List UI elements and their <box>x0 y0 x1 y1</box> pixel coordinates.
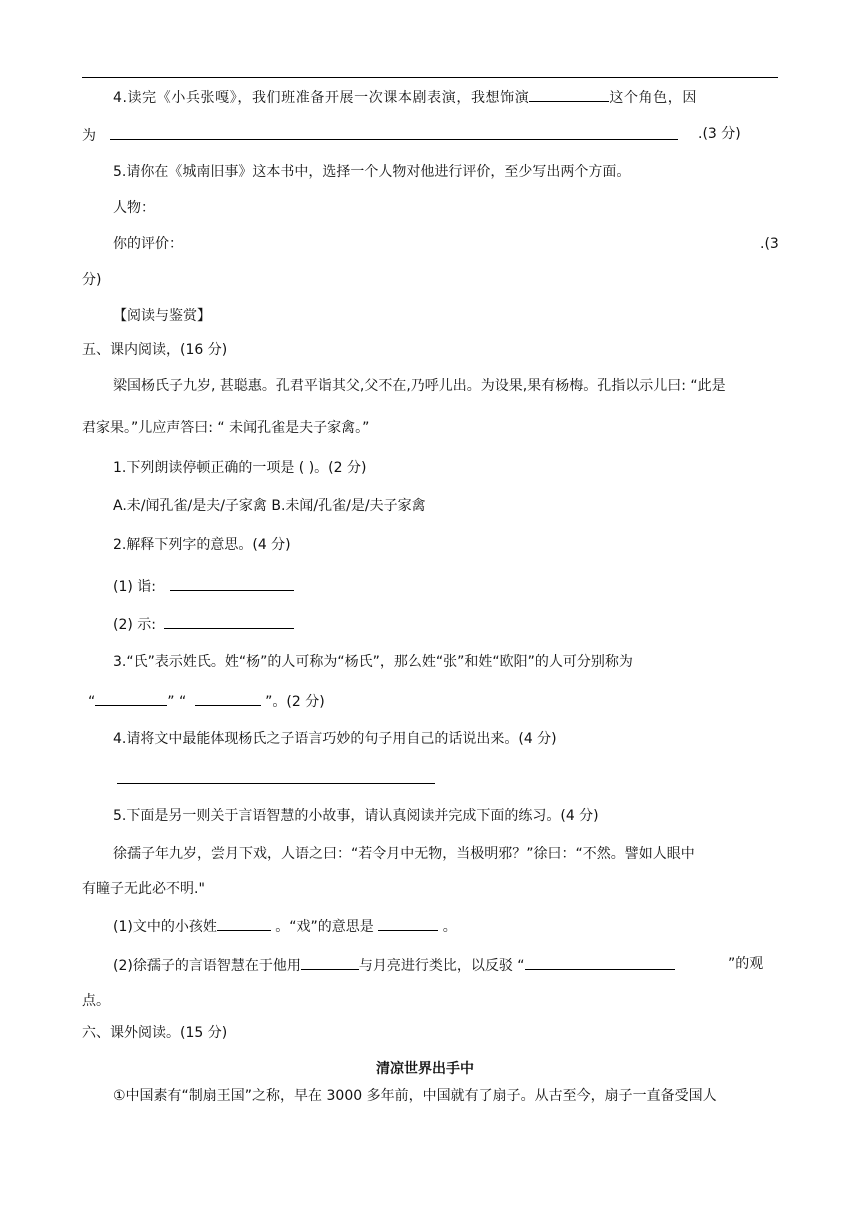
s5-question-2-a <box>113 575 294 597</box>
s5-question-5-2 <box>113 954 675 976</box>
blank <box>110 124 678 140</box>
quote-open: “ <box>88 694 96 710</box>
q5-2-text-c: ”的观 <box>728 956 764 972</box>
blank <box>378 915 438 931</box>
quote-close-open: ” “ <box>167 694 187 710</box>
s5-question-1: 1.下列朗读停顿正确的一项是 ( )。(2 分) <box>113 460 367 476</box>
blank <box>170 575 294 591</box>
section-6-heading: 六、课外阅读。(15 分) <box>82 1025 228 1041</box>
q5-2-text-b: 与月亮进行类比，以反驳 “ <box>358 958 525 974</box>
blank <box>529 86 609 102</box>
passage-line-2: 君家果。”儿应声答曰: “ 未闻孔雀是夫子家禽。” <box>82 420 370 436</box>
blank <box>95 690 167 706</box>
s5-question-3-line2 <box>88 690 325 712</box>
question-4 <box>113 86 697 108</box>
q4-score: .(3 分) <box>698 126 741 142</box>
s5-q2-b-label: (2) 示: <box>113 617 156 633</box>
s5-q2-a-label: (1) 诣: <box>113 579 156 595</box>
article-title: 清凉世界出手中 <box>376 1061 474 1077</box>
q5-person: 人物： <box>113 200 155 216</box>
q4-text: 4.读完《小兵张嘎》，我们班准备开展一次课本剧表演，我想饰演 <box>113 90 530 106</box>
blank <box>195 690 261 706</box>
q4-text-after: 这个角色，因 <box>609 90 697 106</box>
q5-score-b: 分) <box>82 272 102 288</box>
q5-2-text-a: (2)徐孺子的言语智慧在于他用 <box>113 958 301 974</box>
quote-close-score: ”。(2 分) <box>265 694 325 710</box>
section-reading-heading: 【阅读与鉴赏】 <box>113 308 211 324</box>
q5-2-text-d: 点。 <box>82 993 110 1009</box>
blank <box>117 768 435 784</box>
s5-question-4-answer-line <box>117 768 435 790</box>
q5-1-text-b: 。“戏”的意思是 <box>275 919 374 935</box>
q4-line2-start: 为 <box>82 128 96 144</box>
blank <box>217 915 271 931</box>
passage-line-1: 梁国杨氏子九岁, 甚聪惠。孔君平诣其父,父不在,乃呼儿出。为设果,果有杨梅。孔指以示儿曰: “此是 <box>113 378 726 394</box>
story-line-1: 徐孺子年九岁，尝月下戏，人语之曰：“若令月中无物，当极明邪？”徐曰：“不然。譬如人眼中 <box>113 846 695 862</box>
s5-question-4: 4.请将文中最能体现杨氏之子语言巧妙的句子用自己的话说出来。(4 分) <box>113 731 557 747</box>
s5-question-2-b <box>113 613 294 635</box>
section-5-heading: 五、课内阅读，(16 分) <box>82 342 228 358</box>
q5-1-text-c: 。 <box>442 919 457 935</box>
top-rule <box>82 77 778 78</box>
q5-evaluation: 你的评价： <box>113 236 183 252</box>
article-line-1: ①中国素有“制扇王国”之称，早在 3000 多年前，中国就有了扇子。从古至今，扇子一直备受国人 <box>113 1088 717 1104</box>
story-line-2: 有瞳子无此必不明." <box>82 881 205 897</box>
s5-question-3-line1: 3.“氏”表示姓氏。姓“杨”的人可称为“杨氏”，那么姓“张”和姓“欧阳”的人可分别称为 <box>113 654 633 670</box>
s5-question-2: 2.解释下列字的意思。(4 分) <box>113 537 291 553</box>
s5-question-5-1 <box>113 915 457 937</box>
blank <box>164 613 294 629</box>
s5-question-1-options: A.未/闻孔雀/是夫/子家禽 B.未闻/孔雀/是/夫子家禽 <box>113 498 426 514</box>
blank <box>525 954 675 970</box>
q5-1-text-a: (1)文中的小孩姓 <box>113 919 217 935</box>
blank <box>301 954 359 970</box>
question-4-line2 <box>82 124 678 146</box>
question-5: 5.请你在《城南旧事》这本书中，选择一个人物对他进行评价，至少写出两个方面。 <box>113 164 631 180</box>
q5-score-a: .(3 <box>760 236 779 252</box>
s5-question-5: 5.下面是另一则关于言语智慧的小故事，请认真阅读并完成下面的练习。(4 分) <box>113 808 599 824</box>
